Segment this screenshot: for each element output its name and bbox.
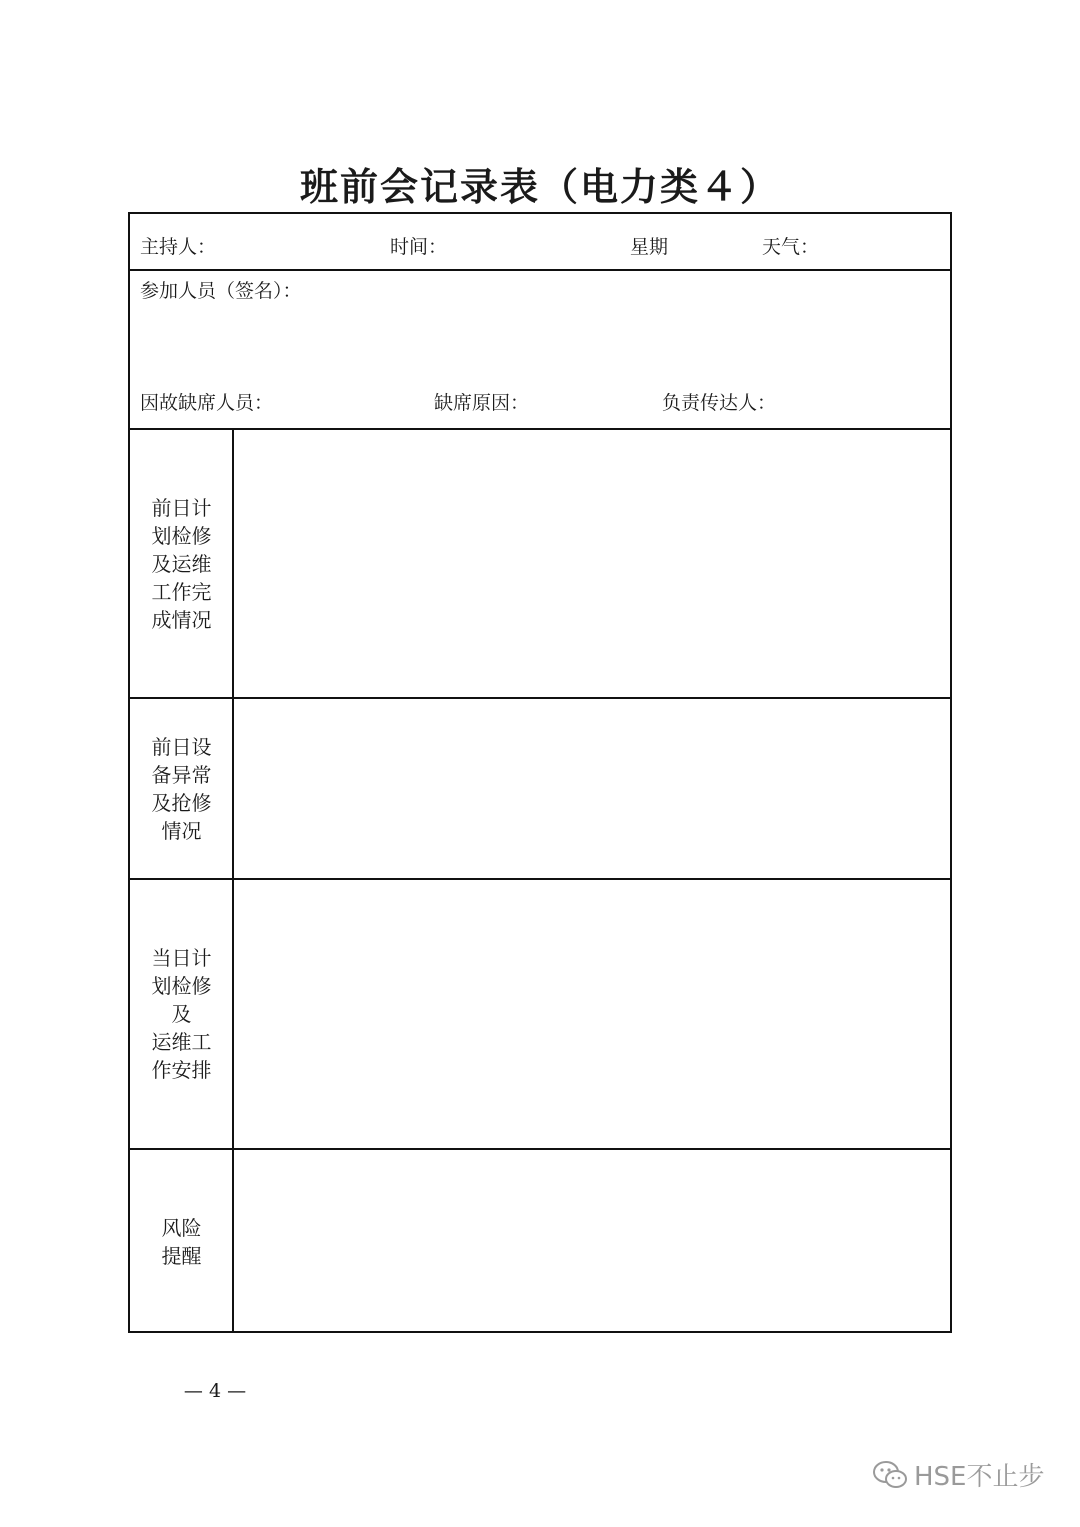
relay-person-label: 负责传达人： — [662, 392, 777, 414]
watermark-text: HSE不止步 — [914, 1462, 1045, 1492]
divider-section-3 — [130, 1148, 950, 1150]
time-label: 时间： — [390, 236, 448, 258]
host-label: 主持人： — [140, 236, 217, 258]
weather-label: 天气： — [762, 236, 820, 258]
divider-header — [130, 269, 950, 271]
wechat-icon — [872, 1460, 908, 1490]
section-label-previous-work: 前日计 划检修 及运维 工作完 成情况 — [151, 496, 212, 632]
absence-reason-label: 缺席原因： — [434, 392, 530, 414]
divider-attendance — [130, 428, 950, 430]
absent-label: 因故缺席人员： — [140, 392, 274, 414]
section-label-risk-reminder: 风险 提醒 — [161, 1216, 202, 1268]
watermark — [872, 1456, 1044, 1493]
document-title: 班前会记录表（电力类４） — [299, 164, 780, 209]
weekday-label: 星期 — [630, 236, 669, 258]
participants-label: 参加人员（签名）： — [140, 280, 302, 302]
section-label-today-plan: 当日计 划检修 及 运维工 作安排 — [151, 946, 212, 1082]
page-number: — 4 — — [183, 1380, 247, 1402]
divider-section-1 — [130, 697, 950, 699]
section-label-equipment-anomaly: 前日设 备异常 及抢修 情况 — [151, 735, 212, 843]
divider-section-2 — [130, 878, 950, 880]
meeting-record-form — [128, 212, 952, 1333]
